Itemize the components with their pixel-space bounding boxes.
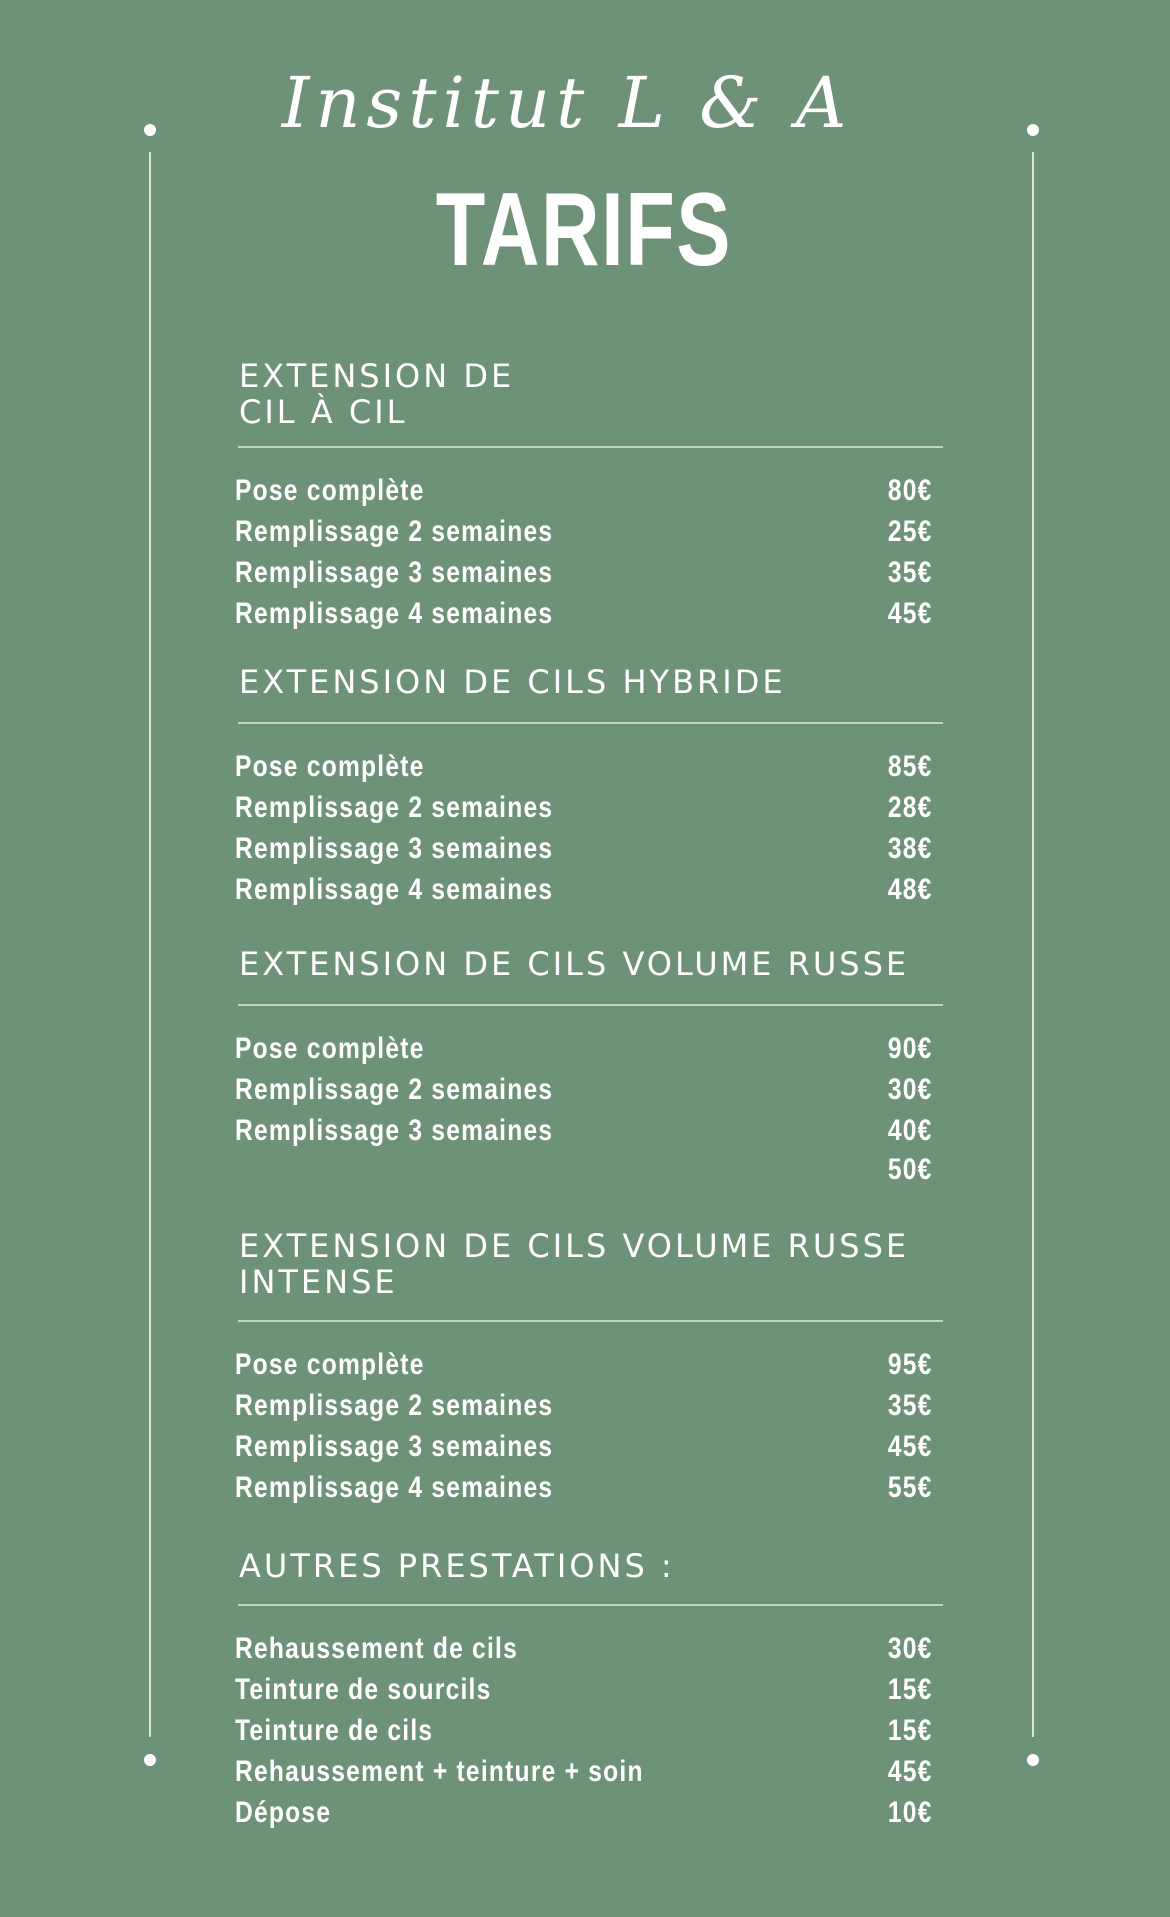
service-label: Rehaussement de cils: [235, 1631, 519, 1665]
frame-line-right: [1032, 152, 1034, 1737]
brand-name: Institut L & A: [281, 62, 853, 144]
service-label: Remplissage 2 semaines: [235, 790, 554, 824]
service-price: 40€: [888, 1113, 933, 1147]
section-hybride: [235, 664, 945, 910]
service-label: Rehaussement + teinture + soin: [235, 1754, 644, 1788]
service-label: Remplissage 2 semaines: [235, 1072, 554, 1106]
service-label: Remplissage 2 semaines: [235, 514, 554, 548]
service-price: 25€: [888, 514, 933, 548]
price-row: [235, 1751, 945, 1792]
price-row: [235, 511, 945, 552]
service-price: 35€: [888, 555, 933, 589]
service-price: 45€: [888, 596, 933, 630]
price-row: [235, 1385, 945, 1426]
section-divider: [238, 446, 943, 448]
section-heading: EXTENSION DE CILS VOLUME RUSSE INTENSE: [239, 1227, 910, 1301]
service-label: Pose complète: [235, 749, 425, 783]
service-label: Pose complète: [235, 1031, 425, 1065]
price-row: [235, 746, 945, 787]
service-label: Pose complète: [235, 473, 425, 507]
price-row: [235, 1426, 945, 1467]
price-row: [235, 787, 945, 828]
service-label: Dépose: [235, 1795, 332, 1829]
service-label: Remplissage 3 semaines: [235, 1113, 554, 1147]
service-label: Remplissage 3 semaines: [235, 555, 554, 589]
price-row: [235, 828, 945, 869]
service-price: 35€: [888, 1388, 933, 1422]
price-row: [235, 593, 945, 634]
service-price: 50€: [888, 1153, 933, 1186]
service-price: 85€: [888, 749, 933, 783]
frame-dot-bottom-left: [144, 1754, 156, 1766]
service-label: Pose complète: [235, 1347, 425, 1381]
service-label: Teinture de sourcils: [235, 1672, 492, 1706]
price-row: [235, 1669, 945, 1710]
service-price: 55€: [888, 1470, 933, 1504]
service-label: Remplissage 4 semaines: [235, 872, 554, 906]
price-row: [235, 1110, 945, 1151]
section-volume-russe-intense: [235, 1228, 945, 1508]
service-price: 95€: [888, 1347, 933, 1381]
service-price: 90€: [888, 1031, 933, 1065]
section-cil-a-cil: [235, 358, 945, 634]
service-label: Remplissage 2 semaines: [235, 1388, 554, 1422]
service-price: 45€: [888, 1429, 933, 1463]
price-row: [235, 1792, 945, 1833]
price-row: [235, 1628, 945, 1669]
service-price: 80€: [888, 473, 933, 507]
service-label: Remplissage 4 semaines: [235, 596, 554, 630]
service-price: 15€: [888, 1672, 933, 1706]
section-heading: EXTENSION DE CILS HYBRIDE: [239, 663, 786, 701]
section-heading: AUTRES PRESTATIONS :: [239, 1547, 675, 1585]
price-row: [235, 869, 945, 910]
section-divider: [238, 1004, 943, 1006]
service-price: 30€: [888, 1631, 933, 1665]
section-divider: [238, 1604, 943, 1606]
price-row: [235, 470, 945, 511]
service-price: 38€: [888, 831, 933, 865]
price-row: [235, 552, 945, 593]
price-row: [235, 1151, 945, 1189]
service-price: 10€: [888, 1795, 933, 1829]
price-row: [235, 1467, 945, 1508]
price-row: [235, 1344, 945, 1385]
service-price: 48€: [888, 872, 933, 906]
price-row: [235, 1069, 945, 1110]
service-label: Remplissage 3 semaines: [235, 1429, 554, 1463]
page-title: TARIFS: [435, 172, 733, 288]
section-divider: [238, 1320, 943, 1322]
service-price: 30€: [888, 1072, 933, 1106]
price-row: [235, 1710, 945, 1751]
section-divider: [238, 722, 943, 724]
section-volume-russe: [235, 946, 945, 1189]
service-label: Remplissage 4 semaines: [235, 1470, 554, 1504]
frame-dot-bottom-right: [1027, 1754, 1039, 1766]
service-price: 45€: [888, 1754, 933, 1788]
service-price: 28€: [888, 790, 933, 824]
price-row: [235, 1028, 945, 1069]
frame-line-left: [149, 152, 151, 1737]
service-label: Remplissage 3 semaines: [235, 831, 554, 865]
service-price: 15€: [888, 1713, 933, 1747]
service-label: Teinture de cils: [235, 1713, 434, 1747]
section-heading: EXTENSION DE CILS VOLUME RUSSE: [239, 945, 910, 983]
section-heading: EXTENSION DE CIL À CIL: [239, 357, 515, 431]
section-autres-prestations: [235, 1548, 945, 1833]
